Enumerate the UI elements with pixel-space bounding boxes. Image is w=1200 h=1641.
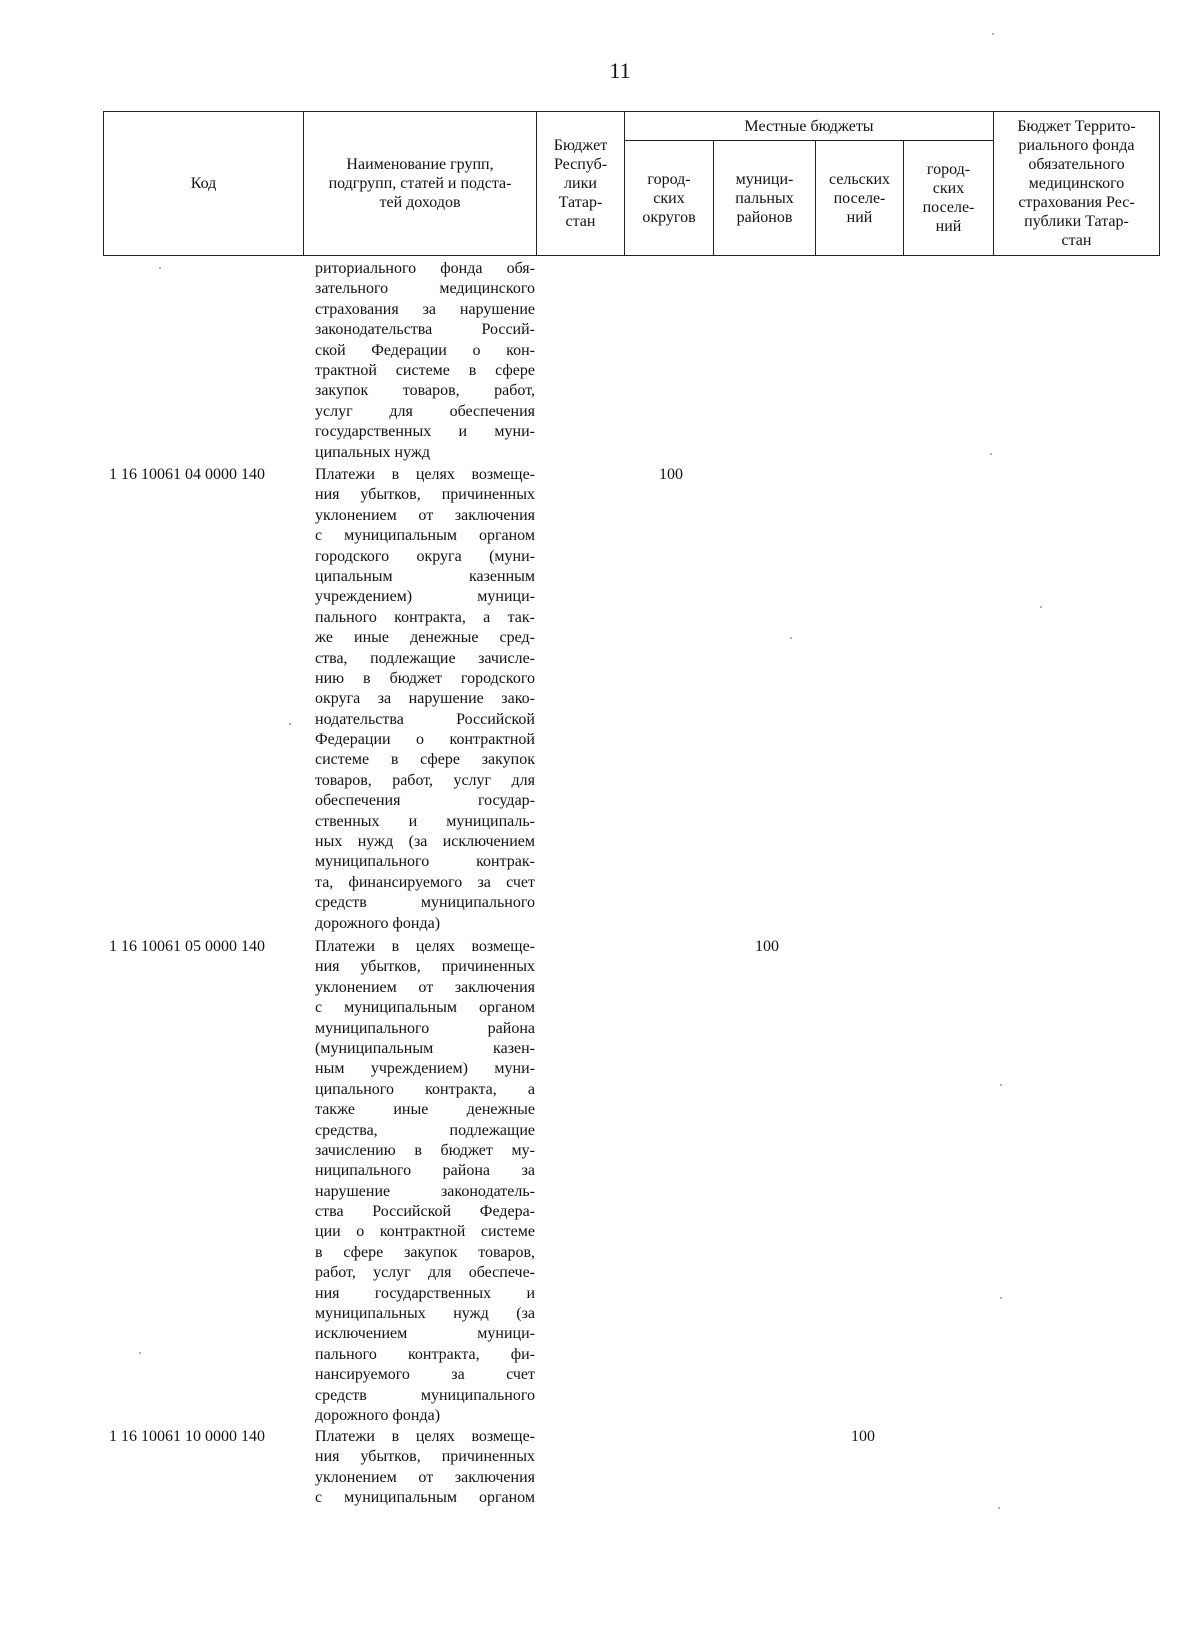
header-fund-budget: Бюджет Террито- риального фонда обязательного медицинского страхования Рес- публики Татар- стан bbox=[994, 112, 1160, 256]
row-description: Платежи в целях возмеще- ния убытков, причиненных уклонением от заключения с муниципальным органом городского округа (муни- ципальным казенным учреждением) муници- пального контракта, а так- же иные денежные сред- ства, подлежащие зачисле- нию в бюджет городского округа за нарушение зако- нодательства Российской Федерации о контрактной системе в сфере закупок товаров, работ, услуг для обеспечения государ- ственных и муниципаль- ных нужд (за исключением муниципального контрак- та, финансируемого за счет средств муниципального дорожного фонда) bbox=[315, 466, 535, 932]
scan-speck bbox=[990, 453, 992, 455]
row-value: 100 bbox=[755, 938, 779, 955]
scan-speck bbox=[159, 267, 161, 269]
header-municipal-districts: муници- пальных районов bbox=[714, 141, 816, 256]
row-description: Платежи в целях возмеще- ния убытков, причиненных уклонением от заключения с муниципальным органом bbox=[315, 1428, 535, 1507]
header-republic-budget: Бюджет Респуб- лики Татар- стан bbox=[537, 112, 625, 256]
table-header bbox=[103, 111, 1160, 256]
row-description: риториального фонда обя- зательного медицинского страхования за нарушение законодательства Россий- ской Федерации о кон- трактной системе в сфере закупок товаров, работ, услуг для обеспечения государственных и муни- ципальных нужд bbox=[315, 260, 535, 461]
header-code: Код bbox=[104, 112, 304, 256]
scan-speck bbox=[1000, 1084, 1002, 1086]
row-code: 1 16 10061 05 0000 140 bbox=[109, 938, 265, 955]
scan-speck bbox=[992, 33, 994, 35]
scan-speck bbox=[1040, 606, 1042, 608]
scan-speck bbox=[289, 723, 291, 725]
row-code: 1 16 10061 10 0000 140 bbox=[109, 1428, 265, 1445]
header-local-budgets: Местные бюджеты bbox=[625, 112, 994, 141]
scan-speck bbox=[998, 1507, 1000, 1509]
row-code: 1 16 10061 04 0000 140 bbox=[109, 466, 265, 483]
scan-speck bbox=[139, 1352, 141, 1354]
header-name: Наименование групп, подгрупп, статей и подста- тей доходов bbox=[304, 112, 537, 256]
page-number: 11 bbox=[609, 58, 631, 83]
header-city-districts: город- ских округов bbox=[625, 141, 714, 256]
scan-speck bbox=[1000, 1297, 1002, 1299]
row-value: 100 bbox=[851, 1428, 875, 1445]
row-value: 100 bbox=[659, 466, 683, 483]
row-description: Платежи в целях возмеще- ния убытков, причиненных уклонением от заключения с муниципальным органом муниципального района (муниципальным казен- ным учреждением) муни- ципального контракта, а также иные денежные средства, подлежащие зачислению в бюджет му- ниципального района за нарушение законодатель- ства Российской Федера- ции о контрактной системе в сфере закупок товаров, работ, услуг для обеспече- ния государственных и муниципальных нужд (за исключением муници- пального контракта, фи- нансируемого за счет средств муниципального дорожного фонда) bbox=[315, 938, 535, 1424]
scan-speck bbox=[790, 637, 792, 639]
header-urban-settlements: город- ских поселе- ний bbox=[904, 141, 994, 256]
header-rural-settlements: сельских поселе- ний bbox=[816, 141, 904, 256]
